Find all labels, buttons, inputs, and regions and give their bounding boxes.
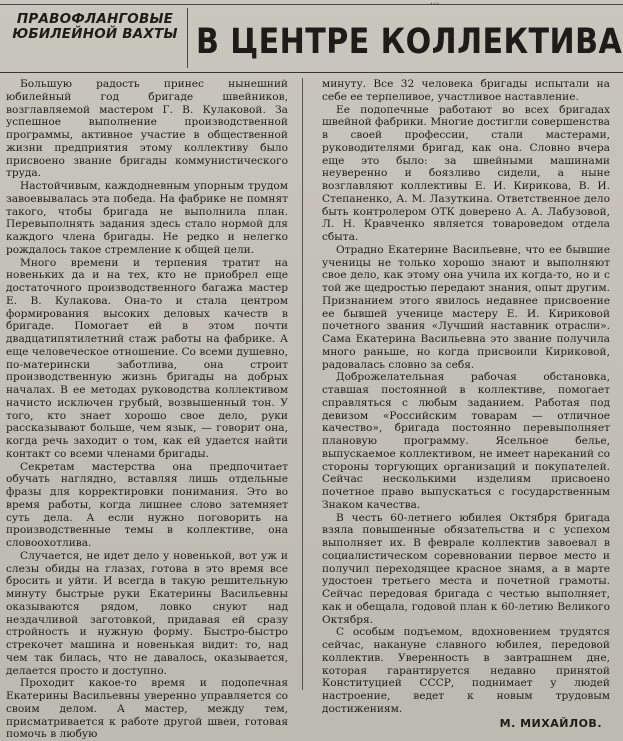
paragraph: Проходит какое-то время и подопечная Екатерины Васильевны уверенно управляется со своим делом. А мастер, между тем, присматривается к работе другой швеи, готовая помочь в любую bbox=[6, 677, 288, 741]
article-column-1 bbox=[6, 78, 288, 741]
article-headline: В ЦЕНТРЕ КОЛЛЕКТИВА bbox=[196, 22, 623, 62]
article-column-2 bbox=[322, 78, 610, 730]
paragraph: Секретам мастерства она предпочитает обучать наглядно, вставляя лишь отдельные фразы для корректировки понимания. Это во время работы, когда лишнее слово затемняет суть дела. А если нужно поговорить на производственные темы в коллективе, она словоохотлива. bbox=[6, 460, 288, 549]
paragraph: Ее подопечные работают во всех бригадах швейной фабрики. Многие достигли совершенства в своей профессии, стали мастерами, руководителями бригад, как она. Словно вчера еще это было: за швейными машинами неуверенно и боязливо сидели, а ныне возглавляют коллективы Е. И. Кирикова, В. И. Степаненко, А. М. Лазуткина. Ответственное дело быть контролером ОТК доверено А. А. Лабузовой, Л. Н. Кравченко является товароведом отдела сбыта. bbox=[322, 103, 610, 243]
top-rule bbox=[0, 4, 623, 5]
headline-rule bbox=[0, 72, 623, 73]
paragraph: Много времени и терпения тратит на новеньких да и на тех, кто не приобрел еще достаточного производственного багажа мастер Е. В. Кулакова. Она-то и стала центром формирования высоких деловых качеств в бригаде. Помогает ей в этом почти двадцатипятилетний стаж работы на фабрике. А еще человеческое отношение. Со всеми душевно, по-матерински заботлива, она строит производственную жизнь бригады на добрых началах. В ее методах руководства коллективом начисто исключен грубый, возвышенный тон. У того, кто знает хорошо свое дело, руки рассказывают больше, чем язык, — говорит она, когда речь заходит о том, как ей удается найти контакт со всеми членами бригады. bbox=[6, 256, 288, 460]
top-fragment: ... bbox=[430, 0, 440, 7]
paragraph: С особым подъемом, вдохновением трудятся сейчас, накануне славного юбилея, передовой коллектив. Уверенность в завтрашнем дне, которая гарантируется недавно принятой Конституцией СССР, поднимает у людей настроение, ведет к новым трудовым достижениям. bbox=[322, 626, 610, 715]
paragraph: Доброжелательная рабочая обстановка, ставшая постоянной в коллективе, помогает справляться с любым заданием. Работая под девизом «Российским товарам — отличное качество», бригада постоянно перевыполняет плановую программу. Ясельное белье, выпускаемое коллективом, не имеет нареканий со стороны торгующих организаций и покупателей. Сейчас несколькими изделиям присвоено почетное право выпускаться с государственным Знаком качества. bbox=[322, 371, 610, 511]
paragraph: Большую радость принес нынешний юбилейный год бригаде швейников, возглавляемой мастером Г. В. Кулаковой. За успешное выполнение производственной программы, активное участие в общественной жизни предприятия этому коллективу было присвоено звание бригады коммунистического труда. bbox=[6, 78, 288, 180]
paragraph: минуту. Все 32 человека бригады испытали на себе ее терпеливое, участливое наставление. bbox=[322, 78, 610, 103]
paragraph: В честь 60-летнего юбилея Октября бригада взяла повышенные обязательства и с успехом выполняет их. В феврале коллектив завоевал в социалистическом соревновании первое место и получил переходящее красное знамя, а в марте удостоен третьего места и почетной грамоты. Сейчас передовая бригада с честью выполняет, как и обещала, годовой план к 60-летию Великого Октября. bbox=[322, 511, 610, 626]
paragraph: Настойчивым, каждодневным упорным трудом завоевывалась эта победа. На фабрике не помнят такого, чтобы бригада не выполнила план. Перевыполнять задания здесь стало нормой для каждого члена бригады. Не редко и нелегко рождалось такое стремление к общей цели. bbox=[6, 180, 288, 256]
paragraph: Отрадно Екатерине Васильевне, что ее бывшие ученицы не только хорошо знают и выполняют свое дело, как этому она учила их когда-то, но и с той же щедростью передают знания, опыт другим. Признанием этого явилось недавнее присвоение ее бывшей ученице мастеру Е. И. Кириковой почетного звания «Лучший наставник отрасли». Сама Екатерина Васильевна это звание получила много раньше, но когда присвоили Кириковой, радовалась словно за себя. bbox=[322, 243, 610, 371]
kicker-divider bbox=[187, 8, 188, 68]
paragraph: Случается, не идет дело у новенькой, вот уж и слезы обиды на глазах, готова в это время все бросить и уйти. И всегда в такую решительную минуту быстрые руки Екатерины Васильевны оказываются рядом, ловко снуют над нездачливой заготовкой, придавая ей сразу стройность и нужную форму. Быстро-быстро стрекочет машина и новенькая видит: то, над чем так билась, что не давалось, оказывается, делается просто и доступно. bbox=[6, 549, 288, 677]
section-kicker: ПРАВОФЛАНГОВЫЕ ЮБИЛЕЙНОЙ ВАХТЫ bbox=[12, 11, 178, 42]
column-divider bbox=[302, 78, 303, 690]
author-signature: М. МИХАЙЛОВ. bbox=[499, 716, 602, 730]
